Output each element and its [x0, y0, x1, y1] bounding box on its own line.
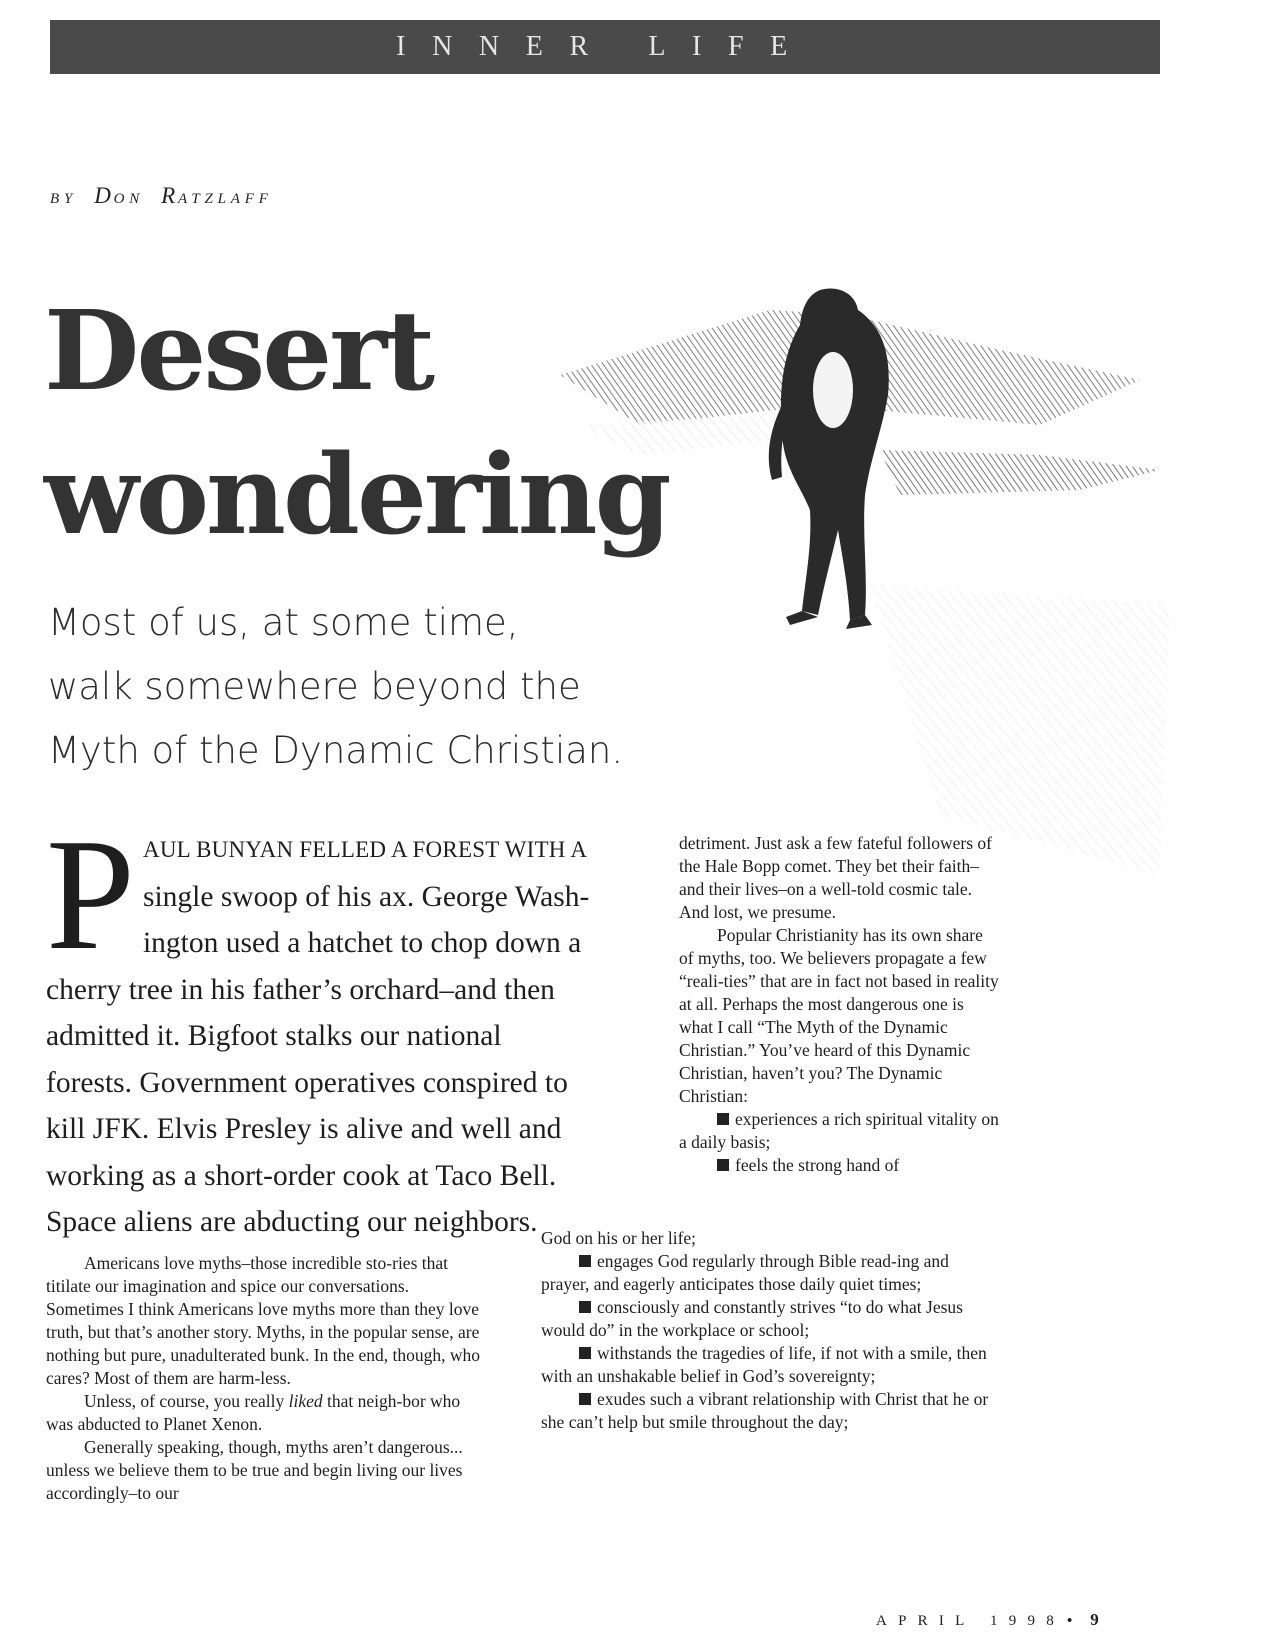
bullet-continuation: God on his or her life;: [541, 1228, 697, 1248]
byline: [50, 183, 273, 209]
byline-first-rest: ON: [113, 191, 145, 207]
body-paragraph: Popular Christianity has its own share of myths, too. We believers propagate a few “reali-ties” that are in fact not based in reality at all. Perhaps the most dangerous one is what I call “The Myth of the Dynamic Christian.” You’ve heard of this Dynamic Christian, haven’t you? The Dynamic Christian:: [679, 925, 999, 1106]
drop-cap: P: [46, 805, 135, 983]
body-text-span: Unless, of course, you really: [84, 1391, 289, 1411]
lead-paragraph: [46, 805, 646, 1246]
byline-first-initial: D: [94, 183, 114, 208]
bullet-text: experiences a rich spiritual vitality on a daily basis;: [679, 1109, 999, 1152]
deck-line-2: walk somewhere beyond the: [48, 665, 581, 708]
body-paragraph: Generally speaking, though, myths aren’t dangerous... unless we believe them to be true and begin living our lives accordingly–to our: [46, 1437, 463, 1503]
headline-line-1: Desert: [44, 286, 433, 415]
deck-line-3: Myth of the Dynamic Christian.: [48, 729, 624, 772]
square-bullet-icon: [579, 1347, 591, 1359]
page-footer: [876, 1610, 1099, 1630]
bullet-text: feels the strong hand of: [735, 1155, 900, 1175]
lead-line: forests. Government operatives conspired to: [46, 1066, 568, 1099]
bullet-text: engages God regularly through Bible read-ing and prayer, and eagerly anticipates those daily quiet times;: [541, 1251, 949, 1294]
bullet-text: withstands the tragedies of life, if not with a smile, then with an unshakable belief in God’s sovereignty;: [541, 1343, 987, 1386]
emphasis-text: liked: [288, 1391, 323, 1411]
bullet-item: [541, 1296, 1001, 1342]
byline-last-rest: ATZLAFF: [177, 191, 273, 207]
square-bullet-icon: [579, 1255, 591, 1267]
body-paragraph: Americans love myths–those incredible sto-ries that titilate our imagination and spice our conversations. Sometimes I think Americans love myths more than they love truth, but that’s another story. Myths, in the popular sense, are nothing but pure, unadulterated bunk. In the end, though, who cares? Most of them are harm-less.: [46, 1253, 481, 1388]
bullet-item: [679, 1108, 999, 1154]
bullet-item: [541, 1250, 1001, 1296]
body-paragraph: detriment. Just ask a few fateful followers of the Hale Bopp comet. They bet their faith–and their lives–on a well-told cosmic tale. And lost, we presume.: [679, 833, 992, 922]
issue-date: APRIL 1998: [876, 1613, 1066, 1629]
bullet-item: [541, 1342, 1001, 1388]
byline-by: BY: [50, 191, 78, 207]
square-bullet-icon: [717, 1113, 729, 1125]
right-column-bottom: [541, 1227, 1001, 1434]
square-bullet-icon: [579, 1393, 591, 1405]
section-label: INNER LIFE: [396, 31, 814, 62]
byline-last-initial: R: [161, 183, 178, 208]
lead-line: cherry tree in his father’s orchard–and then: [46, 973, 555, 1006]
right-column-top: [679, 832, 999, 1177]
bullet-text: consciously and constantly strives “to do what Jesus would do” in the workplace or school;: [541, 1297, 963, 1340]
lead-line: admitted it. Bigfoot stalks our national: [46, 1020, 502, 1052]
page-number: 9: [1090, 1610, 1099, 1629]
square-bullet-icon: [579, 1301, 591, 1313]
square-bullet-icon: [717, 1159, 729, 1171]
section-header-bar: [50, 20, 1160, 74]
footer-separator: •: [1067, 1613, 1073, 1629]
lead-line: single swoop of his ax. George Wash-: [142, 880, 590, 913]
lead-line: ington used a hatchet to chop down a: [142, 927, 582, 959]
bullet-item: [541, 1388, 1001, 1434]
lead-line: working as a short-order cook at Taco Bell.: [46, 1159, 557, 1192]
headline-line-2: wondering: [44, 430, 669, 559]
body-paragraph: [46, 1390, 486, 1436]
lead-line: AUL BUNYAN FELLED A FOREST WITH A: [142, 837, 588, 862]
deck-line-1: Most of us, at some time,: [48, 601, 519, 644]
body-text-span: that neigh-bor who was abducted to Planet Xenon.: [46, 1391, 461, 1434]
lead-line: kill JFK. Elvis Presley is alive and well and: [46, 1113, 562, 1145]
lead-line: Space aliens are abducting our neighbors.: [46, 1206, 538, 1238]
bullet-item: [679, 1154, 999, 1177]
left-column: [46, 1252, 486, 1505]
bullet-text: exudes such a vibrant relationship with Christ that he or she can’t help but smile throughout the day;: [541, 1389, 989, 1432]
